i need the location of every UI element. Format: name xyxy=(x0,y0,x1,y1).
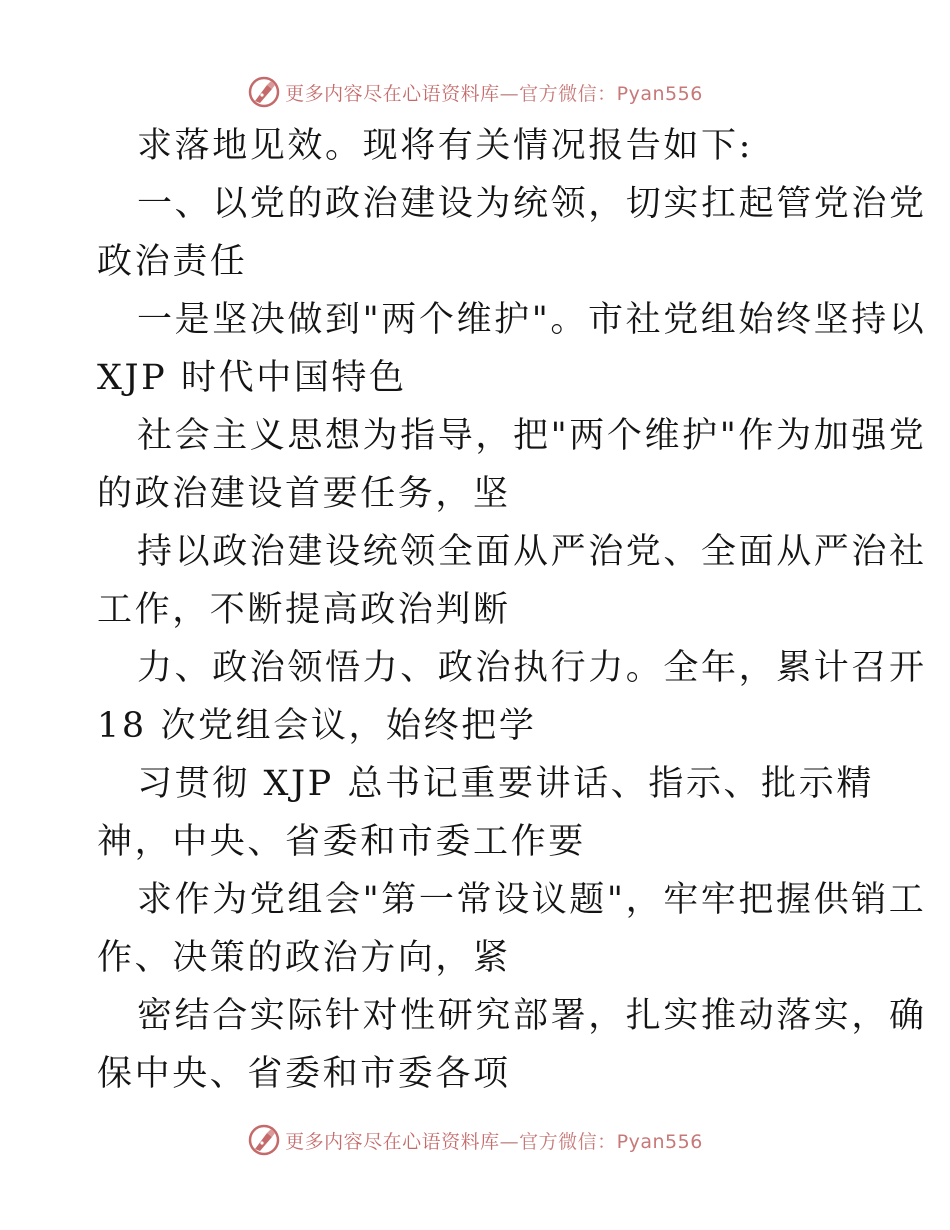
watermark-text xyxy=(285,1127,703,1154)
body-line: 一是坚决做到"两个维护"。市社党组始终坚持以 xyxy=(137,300,927,340)
body-line: 的政治建设首要任务，坚 xyxy=(97,474,511,514)
watermark-separator: — xyxy=(499,1130,520,1153)
footer-watermark xyxy=(0,1120,950,1160)
watermark-contact-text: 官方微信：Pyan556 xyxy=(519,1130,703,1153)
pen-nib-logo-icon xyxy=(247,1123,281,1157)
body-line: 持以政治建设统领全面从严治党、全面从严治社 xyxy=(137,532,927,572)
watermark-main-text: 更多内容尽在心语资料库 xyxy=(285,1130,500,1153)
section-heading-line: 政治责任 xyxy=(97,242,248,282)
header-watermark xyxy=(0,72,950,112)
body-line: 求作为党组会"第一常设议题"，牢牢把握供销工 xyxy=(137,880,927,920)
watermark-separator: — xyxy=(499,82,520,105)
watermark-main-text: 更多内容尽在心语资料库 xyxy=(285,82,500,105)
body-line: 习贯彻 XJP 总书记重要讲话、指示、批示精 xyxy=(137,764,874,804)
body-line: 求落地见效。现将有关情况报告如下: xyxy=(137,126,753,166)
body-line: 工作，不断提高政治判断 xyxy=(97,590,511,630)
body-line: 保中央、省委和市委各项 xyxy=(97,1054,511,1094)
body-line: XJP 时代中国特色 xyxy=(97,358,407,398)
body-line: 社会主义思想为指导，把"两个维护"作为加强党 xyxy=(137,416,927,456)
watermark-text xyxy=(285,79,703,106)
pen-nib-logo-icon xyxy=(247,75,281,109)
body-line: 神，中央、省委和市委工作要 xyxy=(97,822,586,862)
watermark-contact-text: 官方微信：Pyan556 xyxy=(519,82,703,105)
body-line: 作、决策的政治方向，紧 xyxy=(97,938,511,978)
body-line: 密结合实际针对性研究部署，扎实推动落实，确 xyxy=(137,996,927,1036)
body-line: 力、政治领悟力、政治执行力。全年，累计召开 xyxy=(137,648,927,688)
section-heading-line: 一、以党的政治建设为统领，切实扛起管党治党 xyxy=(137,184,927,224)
body-line: 18 次党组会议，始终把学 xyxy=(97,706,537,746)
